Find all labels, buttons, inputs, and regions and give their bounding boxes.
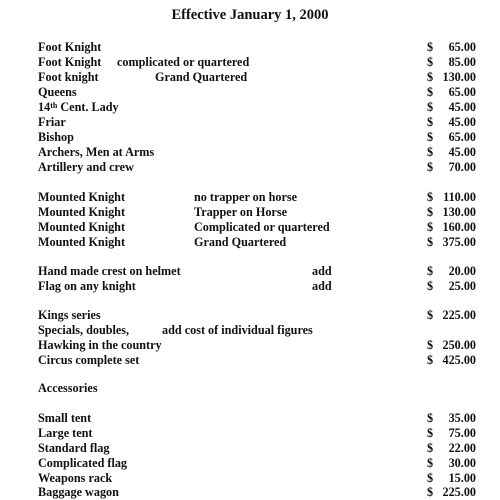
- currency-symbol: $: [427, 279, 434, 293]
- item-price: [427, 471, 476, 486]
- item-price: [427, 264, 476, 279]
- item-price: [427, 205, 476, 220]
- item-name: Mounted Knight: [38, 190, 126, 204]
- price-row: [0, 323, 500, 338]
- item-note: Grand Quartered: [194, 235, 287, 249]
- price-row: [0, 40, 500, 55]
- item-price: [427, 115, 476, 130]
- item-price: [427, 235, 476, 250]
- item-note: add cost of individual figures: [162, 323, 313, 337]
- item-price: [427, 145, 476, 160]
- item-name: Friar: [38, 115, 66, 129]
- item-price: [427, 426, 476, 441]
- item-amount: 375.00: [442, 235, 476, 249]
- item-amount: 65.00: [448, 40, 476, 54]
- price-row: [0, 115, 500, 130]
- item-name: Complicated flag: [38, 456, 128, 470]
- currency-symbol: $: [427, 235, 434, 249]
- item-price: [427, 130, 476, 145]
- currency-symbol: $: [427, 471, 434, 485]
- currency-symbol: $: [427, 70, 434, 84]
- currency-symbol: $: [427, 205, 434, 219]
- item-amount: 70.00: [448, 160, 476, 174]
- item-name: Specials, doubles,: [38, 323, 130, 337]
- currency-symbol: $: [427, 115, 434, 129]
- item-price: [427, 308, 476, 323]
- section-heading: Accessories: [38, 381, 98, 395]
- item-name: Archers, Men at Arms: [38, 145, 155, 159]
- price-row: [0, 235, 500, 250]
- price-row: [0, 130, 500, 145]
- item-price: [427, 456, 476, 471]
- item-note: add: [312, 264, 332, 278]
- item-amount: 425.00: [442, 353, 476, 367]
- item-name: Hawking in the country: [38, 338, 162, 352]
- currency-symbol: $: [427, 441, 434, 455]
- item-name: Standard flag: [38, 441, 110, 455]
- item-amount: 225.00: [442, 485, 476, 499]
- currency-symbol: $: [427, 40, 434, 54]
- item-name: Bishop: [38, 130, 74, 144]
- item-amount: 250.00: [442, 338, 476, 352]
- currency-symbol: $: [427, 456, 434, 470]
- item-amount: 65.00: [448, 130, 476, 144]
- accessories-heading-row: [0, 381, 500, 396]
- item-note: Trapper on Horse: [194, 205, 287, 219]
- item-note: Complicated or quartered: [194, 220, 330, 234]
- item-name: Mounted Knight: [38, 220, 126, 234]
- currency-symbol: $: [427, 130, 434, 144]
- price-row: [0, 70, 500, 85]
- item-name: Circus complete set: [38, 353, 140, 367]
- item-amount: 75.00: [448, 426, 476, 440]
- price-row: [0, 308, 500, 323]
- item-name: Foot Knight: [38, 40, 102, 54]
- item-amount: 45.00: [448, 115, 476, 129]
- item-note: add: [312, 279, 332, 293]
- item-note: complicated or quartered: [117, 55, 250, 69]
- item-price: [427, 55, 476, 70]
- item-amount: 130.00: [442, 70, 476, 84]
- item-amount: 130.00: [442, 205, 476, 219]
- page-title: Effective January 1, 2000: [171, 7, 329, 23]
- item-amount: 110.00: [443, 190, 476, 204]
- currency-symbol: $: [427, 160, 434, 174]
- currency-symbol: $: [427, 145, 434, 159]
- item-name: Kings series: [38, 308, 101, 322]
- item-amount: 20.00: [448, 264, 476, 278]
- price-row: [0, 279, 500, 294]
- price-row: [0, 145, 500, 160]
- price-row: [0, 441, 500, 456]
- price-row: [0, 190, 500, 205]
- price-row: [0, 100, 500, 115]
- item-price: [427, 190, 476, 205]
- item-price: [427, 85, 476, 100]
- item-price: [427, 70, 476, 85]
- item-name: Baggage wagon: [38, 485, 119, 499]
- item-price: [427, 353, 476, 368]
- item-price: [427, 338, 476, 353]
- item-amount: 160.00: [442, 220, 476, 234]
- price-row: [0, 160, 500, 175]
- item-amount: 45.00: [448, 145, 476, 159]
- item-price: [427, 40, 476, 55]
- currency-symbol: $: [427, 190, 434, 204]
- price-row: [0, 353, 500, 368]
- item-name: Large tent: [38, 426, 93, 440]
- price-row: [0, 220, 500, 235]
- price-row: [0, 338, 500, 353]
- item-amount: 225.00: [442, 308, 476, 322]
- item-name: Queens: [38, 85, 77, 99]
- item-name: [38, 100, 119, 115]
- price-row: [0, 471, 500, 486]
- item-name-ordinal: th: [50, 101, 58, 110]
- item-price: [427, 160, 476, 175]
- price-row: [0, 205, 500, 220]
- currency-symbol: $: [427, 264, 434, 278]
- price-row: [0, 55, 500, 70]
- item-amount: 25.00: [448, 279, 476, 293]
- currency-symbol: $: [427, 353, 434, 367]
- item-price: [427, 485, 476, 500]
- item-name: Artillery and crew: [38, 160, 134, 174]
- item-name: Mounted Knight: [38, 235, 126, 249]
- item-name-number: 14: [38, 100, 51, 114]
- price-row: [0, 85, 500, 100]
- currency-symbol: $: [427, 338, 434, 352]
- currency-symbol: $: [427, 55, 434, 69]
- item-amount: 30.00: [448, 456, 476, 470]
- item-name: Weapons rack: [38, 471, 113, 485]
- item-amount: 22.00: [448, 441, 476, 455]
- price-row: [0, 426, 500, 441]
- item-price: [427, 100, 476, 115]
- price-row: [0, 411, 500, 426]
- item-name-rest: Cent. Lady: [57, 100, 119, 114]
- currency-symbol: $: [427, 411, 434, 425]
- item-price: [427, 411, 476, 426]
- item-name: Mounted Knight: [38, 205, 126, 219]
- item-amount: 45.00: [448, 100, 476, 114]
- item-name: Flag on any knight: [38, 279, 136, 293]
- price-row: [0, 456, 500, 471]
- item-name: Foot Knight: [38, 55, 102, 69]
- item-amount: 15.00: [448, 471, 476, 485]
- currency-symbol: $: [427, 485, 434, 499]
- currency-symbol: $: [427, 426, 434, 440]
- item-note: no trapper on horse: [194, 190, 298, 204]
- item-price: [427, 220, 476, 235]
- item-name: Foot knight: [38, 70, 99, 84]
- currency-symbol: $: [427, 220, 434, 234]
- item-amount: 85.00: [448, 55, 476, 69]
- item-price: [427, 441, 476, 456]
- item-note: Grand Quartered: [155, 70, 248, 84]
- currency-symbol: $: [427, 308, 434, 322]
- item-name: Small tent: [38, 411, 92, 425]
- item-price: [427, 279, 476, 294]
- price-row: [0, 264, 500, 279]
- item-amount: 65.00: [448, 85, 476, 99]
- price-row: [0, 485, 500, 500]
- currency-symbol: $: [427, 85, 434, 99]
- currency-symbol: $: [427, 100, 434, 114]
- item-name: Hand made crest on helmet: [38, 264, 181, 278]
- item-amount: 35.00: [448, 411, 476, 425]
